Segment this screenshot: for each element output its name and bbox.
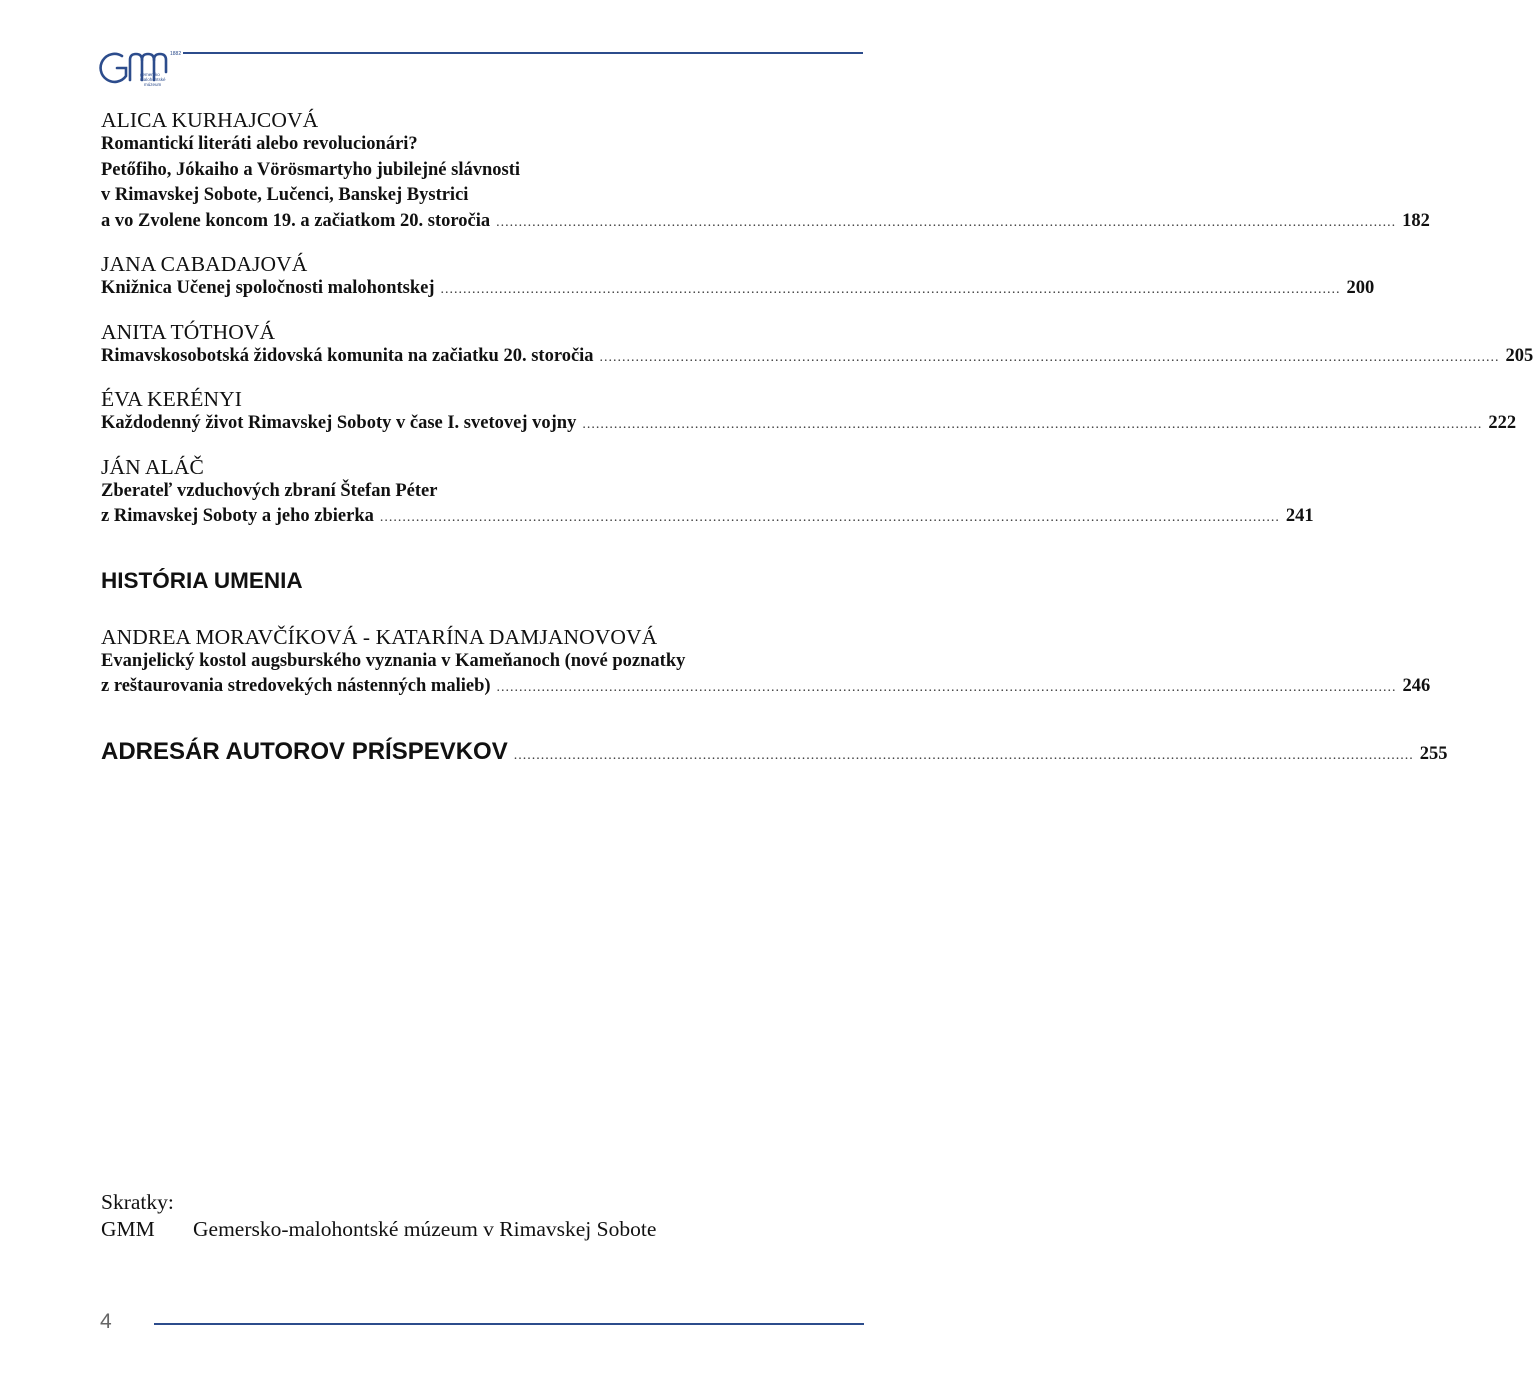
dot-leader: ........................................................................................................................................................................................................ [582,417,1483,432]
adresar-page-number: 255 [1419,743,1448,764]
svg-text:malohontské: malohontské [140,77,166,82]
entry-title-line: Zberateľ vzduchových zbraní Štefan Péter [101,480,438,501]
table-of-contents [101,108,1533,767]
toc-entry [101,387,1517,438]
entry-author: ALICA KURHAJCOVÁ [101,108,319,132]
entry-title-line: Rimavskosobotská židovská komunita na začiatku 20. storočia [101,345,594,366]
entry-title-last-line[interactable] [101,276,1375,303]
toc-entry [101,624,1431,701]
abbreviations [101,1189,656,1243]
entry-title-last-line[interactable] [101,209,1430,236]
entry-page-number: 241 [1285,506,1314,526]
dot-leader: ........................................................................................................................................................................................................ [496,214,1397,230]
entry-author: JÁN ALÁČ [101,454,204,479]
entry-author: ANITA TÓTHOVÁ [101,319,276,344]
entry-page-number: 246 [1402,676,1431,696]
entry-title-last-line[interactable] [101,344,1533,371]
entry-title-line: Petőfiho, Jókaiho a Vörösmartyho jubilejné slávnosti [101,159,521,180]
dot-leader: ........................................................................................................................................................................................................ [599,349,1500,365]
adresar-title: ADRESÁR AUTOROV PRÍSPEVKOV [101,737,508,765]
dot-leader: ........................................................................................................................................................................................................ [513,747,1414,763]
entry-page-number: 222 [1488,413,1517,433]
toc-adresar-entry[interactable] [101,737,1448,767]
toc-entry [101,454,1314,531]
svg-text:gemersko: gemersko [140,72,160,77]
toc-entry [101,319,1533,371]
logo-year: 1882 [170,51,182,57]
entry-title-line: Evanjelický kostol augsburského vyznania v Kameňanoch (nové poznatky [101,650,686,671]
entry-title-last-line[interactable] [101,411,1517,438]
entry-title-last-line[interactable] [101,674,1431,701]
entry-title-line: z Rimavskej Soboty a jeho zbierka [101,506,374,526]
header-rule [183,52,863,54]
entry-author: ÉVA KERÉNYI [101,387,243,411]
toc-entry [101,108,1430,235]
section-heading: HISTÓRIA UMENIA [101,567,303,593]
footer-rule [154,1323,864,1325]
abbreviation-key: GMM [101,1217,155,1241]
entry-page-number: 205 [1505,345,1533,366]
entry-title-line: a vo Zvolene koncom 19. a začiatkom 20. storočia [101,210,491,231]
dot-leader: ........................................................................................................................................................................................................ [440,282,1341,297]
page-number: 4 [100,1310,112,1333]
abbreviations-heading: Skratky: [101,1190,174,1214]
entry-title-line: z reštaurovania stredovekých nástenných malieb) [101,676,491,696]
dot-leader: ........................................................................................................................................................................................................ [496,680,1397,695]
abbreviation-value: Gemersko-malohontské múzeum v Rimavskej Sobote [193,1217,657,1241]
entry-title-line: Knižnica Učenej spoločnosti malohontskej [101,278,435,298]
entry-page-number: 182 [1402,210,1430,231]
museum-logo [100,46,180,88]
entry-title-line: v Rimavskej Sobote, Lučenci, Banskej Bystrici [101,185,469,205]
entry-author: JANA CABADAJOVÁ [101,252,308,276]
entry-title-line: Každodenný život Rimavskej Soboty v čase I. svetovej vojny [101,413,577,433]
entry-title-line: Romantickí literáti alebo revolucionári? [101,134,418,154]
toc-entry [101,252,1375,303]
entry-page-number: 200 [1346,278,1375,298]
dot-leader: ........................................................................................................................................................................................................ [379,510,1280,525]
svg-text:múzeum: múzeum [144,82,162,87]
entry-author: ANDREA MORAVČÍKOVÁ - KATARÍNA DAMJANOVOVÁ [101,624,658,649]
entry-title-last-line[interactable] [101,504,1314,531]
abbreviation-row [101,1216,656,1243]
